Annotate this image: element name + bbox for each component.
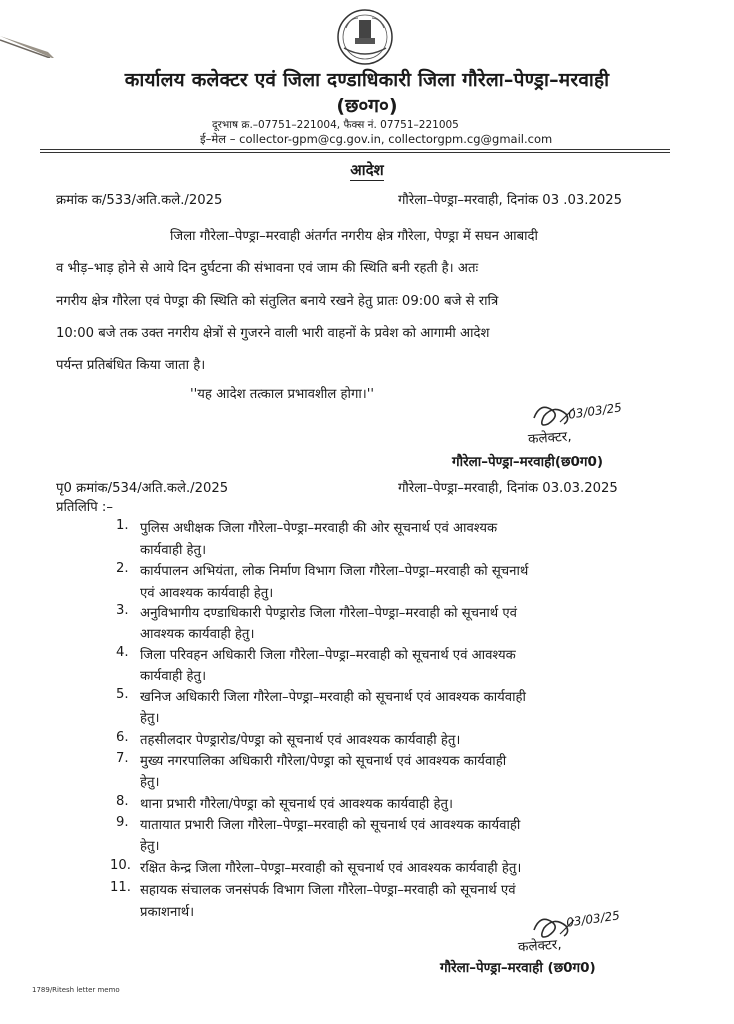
copy-item-number: 5. <box>116 687 129 702</box>
copy-item-line: हेतु। <box>140 839 160 854</box>
copy-heading: प्रतिलिपि :– <box>56 500 113 515</box>
state-emblem-icon <box>330 8 400 66</box>
copy-item-line: तहसीलदार पेण्ड्रारोड/पेण्ड्रा को सूचनार्थ एवं आवश्यक कार्यवाही हेतु। <box>140 733 461 748</box>
copy-item-line: सहायक संचालक जनसंपर्क विभाग जिला गौरेला–पेण्ड्रा–मरवाही को सूचनार्थ एवं <box>140 883 516 898</box>
copy-item-line: प्रकाशनार्थ। <box>140 905 195 920</box>
header-divider-2 <box>40 152 670 153</box>
copy-designation: कलेक्टर, <box>517 936 563 956</box>
copy-item-line: कार्यवाही हेतु। <box>140 669 207 684</box>
copy-item-number: 1. <box>116 518 129 533</box>
copy-item-number: 8. <box>116 794 129 809</box>
copy-item-line: खनिज अधिकारी जिला गौरेला–पेण्ड्रा–मरवाही को सूचनार्थ एवं आवश्यक कार्यवाही <box>140 690 526 705</box>
order-ref-number: क्रमांक क/533/अति.कले./2025 <box>56 193 223 208</box>
copy-item-line: अनुविभागीय दण्डाधिकारी पेण्ड्रारोड जिला गौरेला–पेण्ड्रा–मरवाही को सूचनार्थ एवं <box>140 606 517 621</box>
copy-item-number: 7. <box>116 751 129 766</box>
copy-item-number: 10. <box>110 858 131 873</box>
pen-mark-decoration <box>0 18 60 58</box>
copy-item-number: 11. <box>110 880 131 895</box>
office-state: (छ०ग०) <box>336 95 398 117</box>
office-email: ई–मेल – collector-gpm@cg.gov.in, collectorgpm.cg@gmail.com <box>200 132 553 146</box>
copy-item-number: 6. <box>116 730 129 745</box>
order-body-line: नगरीय क्षेत्र गौरेला एवं पेण्ड्रा की स्थिति को संतुलित बनाये रखने हेतु प्रातः 09:00 बजे से रात्रि <box>56 294 499 309</box>
copy-item-line: जिला परिवहन अधिकारी जिला गौरेला–पेण्ड्रा–मरवाही को सूचनार्थ एवं आवश्यक <box>140 648 516 663</box>
memo-footer-note: 1789/Ritesh letter memo <box>32 986 120 994</box>
copy-ref-number: पृ0 क्रमांक/534/अति.कले./2025 <box>56 481 229 496</box>
copy-item-number: 3. <box>116 603 129 618</box>
copy-item-number: 2. <box>116 561 129 576</box>
order-body-line: व भीड़–भाड़ होने से आये दिन दुर्घटना की संभावना एवं जाम की स्थिति बनी रहती है। अतः <box>56 261 479 276</box>
order-body-line: पर्यन्त प्रतिबंधित किया जाता है। <box>56 358 206 373</box>
order-title: आदेश <box>350 161 384 179</box>
office-phone: दूरभाष क्र.–07751–221004, फैक्स नं. 07751–221005 <box>212 119 459 131</box>
order-effective-note: ''यह आदेश तत्काल प्रभावशील होगा।'' <box>190 387 375 402</box>
copy-item-line: कार्यपालन अभियंता, लोक निर्माण विभाग जिला गौरेला–पेण्ड्रा–मरवाही को सूचनार्थ <box>140 564 529 579</box>
copy-item-line: कार्यवाही हेतु। <box>140 543 207 558</box>
order-designation: कलेक्टर, <box>527 428 573 448</box>
header-divider <box>40 149 670 150</box>
copy-item-number: 4. <box>116 645 129 660</box>
order-designation-place: गौरेला–पेण्ड्रा–मरवाही(छ0ग0) <box>452 454 604 470</box>
order-body-line: जिला गौरेला–पेण्ड्रा–मरवाही अंतर्गत नगरीय क्षेत्र गौरेला, पेण्ड्रा में सघन आबादी <box>170 229 538 244</box>
copy-item-line: आवश्यक कार्यवाही हेतु। <box>140 627 255 642</box>
office-title: कार्यालय कलेक्टर एवं जिला दण्डाधिकारी जिला गौरेला–पेण्ड्रा–मरवाही <box>124 69 610 91</box>
copy-item-line: पुलिस अधीक्षक जिला गौरेला–पेण्ड्रा–मरवाही की ओर सूचनार्थ एवं आवश्यक <box>140 521 498 536</box>
copy-item-line: रक्षित केन्द्र जिला गौरेला–पेण्ड्रा–मरवाही को सूचनार्थ एवं आवश्यक कार्यवाही हेतु। <box>140 861 522 876</box>
order-body-line: 10:00 बजे तक उक्त नगरीय क्षेत्रों से गुजरने वाली भारी वाहनों के प्रवेश को आगामी आदेश <box>56 326 490 341</box>
order-place-date: गौरेला–पेण्ड्रा–मरवाही, दिनांक 03 .03.2025 <box>398 193 623 208</box>
copy-item-line: थाना प्रभारी गौरेला/पेण्ड्रा को सूचनार्थ एवं आवश्यक कार्यवाही हेतु। <box>140 797 454 812</box>
copy-item-line: यातायात प्रभारी जिला गौरेला–पेण्ड्रा–मरवाही को सूचनार्थ एवं आवश्यक कार्यवाही <box>140 818 521 833</box>
copy-designation-place: गौरेला–पेण्ड्रा–मरवाही (छ0ग0) <box>440 960 596 976</box>
copy-item-line: मुख्य नगरपालिका अधिकारी गौरेला/पेण्ड्रा को सूचनार्थ एवं आवश्यक कार्यवाही <box>140 754 507 769</box>
copy-sign-date: 03/03/25 <box>565 908 621 930</box>
copy-item-line: एवं आवश्यक कार्यवाही हेतु। <box>140 586 274 601</box>
copy-item-line: हेतु। <box>140 775 160 790</box>
copy-place-date: गौरेला–पेण्ड्रा–मरवाही, दिनांक 03.03.2025 <box>398 481 618 496</box>
order-sign-date: 03/03/25 <box>567 400 623 422</box>
copy-item-number: 9. <box>116 815 129 830</box>
copy-item-line: हेतु। <box>140 711 160 726</box>
